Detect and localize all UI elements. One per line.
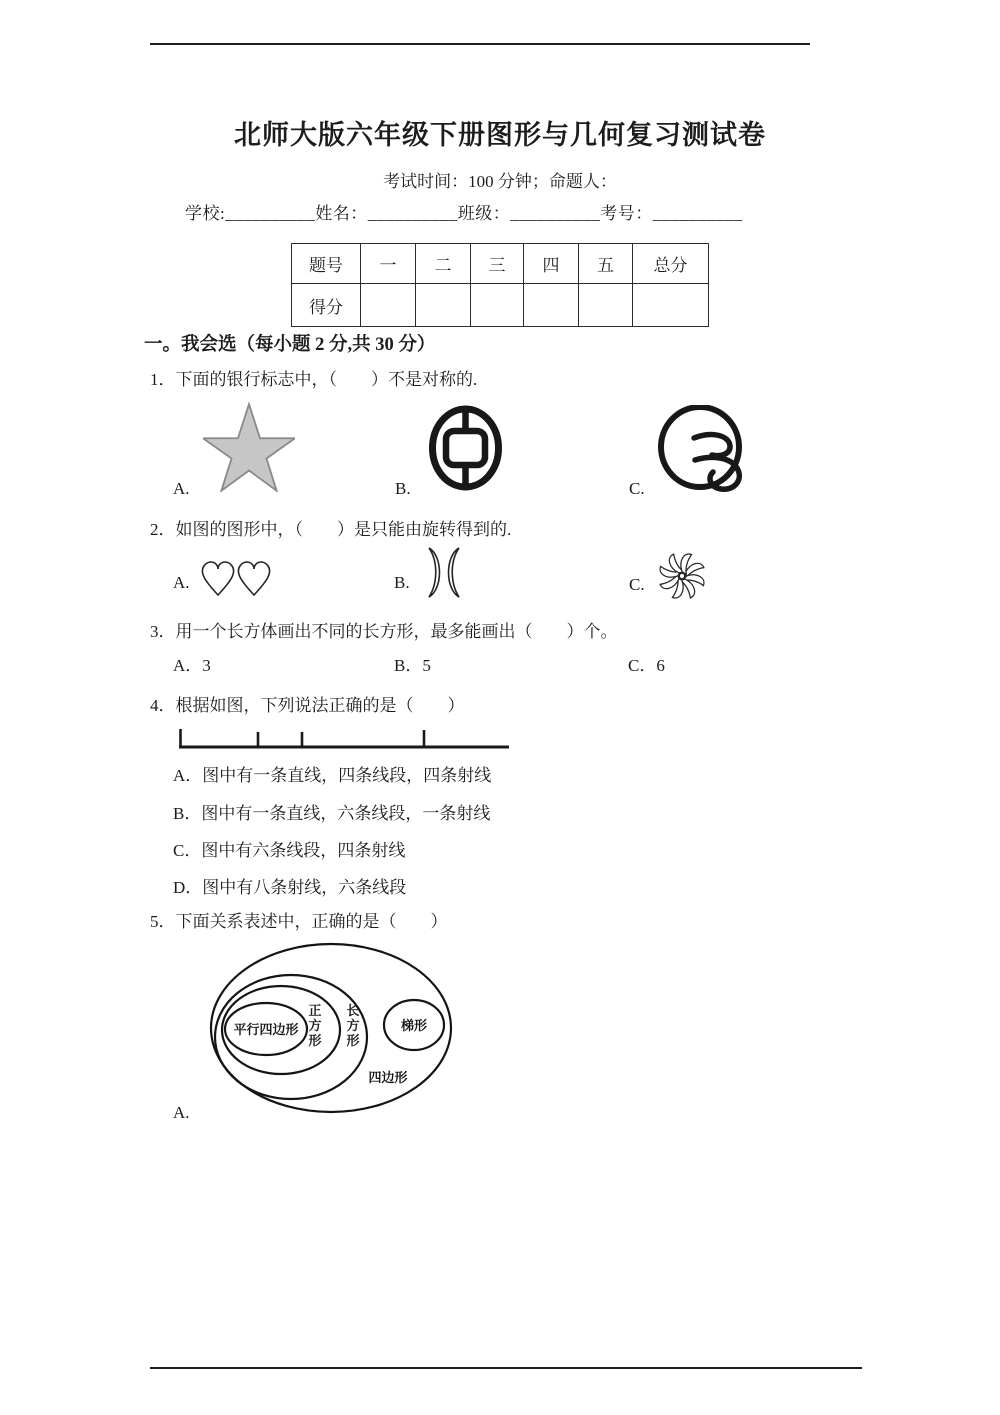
q3-option-c: C．6	[628, 656, 665, 675]
page-title: 北师大版六年级下册图形与几何复习测试卷	[234, 120, 766, 150]
score-value-cell	[471, 284, 524, 327]
question-3-text: 3．用一个长方体画出不同的长方形，最多能画出（ ）个。	[150, 622, 618, 641]
double-hearts-icon	[199, 558, 275, 600]
score-header-cell: 四	[524, 244, 579, 284]
score-row-label: 得分	[292, 284, 361, 327]
score-header-cell: 五	[579, 244, 633, 284]
score-value-cell	[524, 284, 579, 327]
star-logo-icon	[203, 402, 295, 492]
q1-option-b-label: B.	[395, 479, 411, 498]
venn-label-square: 正方形	[308, 1003, 322, 1048]
q4-option-b: B．图中有一条直线，六条线段，一条射线	[173, 804, 491, 823]
bank-of-china-logo-icon	[427, 404, 504, 492]
score-header-cell: 一	[361, 244, 416, 284]
score-value-cell	[416, 284, 471, 327]
score-header-cell: 三	[471, 244, 524, 284]
venn-label-parallelogram: 平行四边形	[233, 1022, 299, 1037]
double-crescents-icon	[421, 545, 467, 601]
q4-option-c: C．图中有六条线段，四条射线	[173, 841, 406, 860]
question-5-text: 5．下面关系表述中，正确的是（ ）	[150, 912, 448, 931]
q3-option-a: A．3	[173, 656, 211, 675]
q2-option-b-label: B.	[394, 573, 410, 592]
score-value-cell	[361, 284, 416, 327]
question-1-text: 1．下面的银行标志中，（ ）不是对称的.	[150, 370, 478, 389]
q1-option-c-label: C.	[629, 479, 645, 498]
score-table-score-row	[292, 284, 709, 327]
score-header-cell: 总分	[633, 244, 709, 284]
venn-label-trapezoid: 梯形	[400, 1018, 428, 1033]
top-divider	[150, 43, 810, 45]
venn-label-rectangle: 长方形	[346, 1003, 360, 1048]
score-table-header-row	[292, 244, 709, 284]
q1-option-a-label: A.	[173, 479, 190, 498]
q4-option-d: D．图中有八条射线，六条线段	[173, 878, 407, 897]
score-table	[291, 243, 709, 327]
q4-option-a: A．图中有一条直线，四条线段，四条射线	[173, 766, 492, 785]
question-4-text: 4．根据如图，下列说法正确的是（ ）	[150, 696, 465, 715]
student-info-blanks: 学校:__________姓名：__________班级：__________考号：__________	[185, 204, 743, 223]
q2-option-a-label: A.	[173, 573, 190, 592]
exam-meta-line: 考试时间：100 分钟；命题人：	[383, 172, 617, 191]
score-header-cell: 题号	[292, 244, 361, 284]
score-value-cell	[579, 284, 633, 327]
q3-option-b: B．5	[394, 656, 431, 675]
score-value-cell	[633, 284, 709, 327]
line-segments-figure	[178, 726, 510, 752]
swirl-bank-logo-icon	[657, 405, 750, 492]
question-2-text: 2．如图的图形中，（ ）是只能由旋转得到的.	[150, 520, 512, 539]
score-header-cell: 二	[416, 244, 471, 284]
q5-option-a-label: A.	[173, 1103, 190, 1122]
section-one-heading: 一。我会选（每小题 2 分,共 30 分）	[144, 335, 436, 355]
venn-diagram	[205, 940, 460, 1118]
venn-label-quadrilateral: 四边形	[368, 1070, 408, 1085]
q2-option-c-label: C.	[629, 575, 645, 594]
bottom-divider	[150, 1367, 862, 1369]
pinwheel-icon	[657, 551, 707, 601]
